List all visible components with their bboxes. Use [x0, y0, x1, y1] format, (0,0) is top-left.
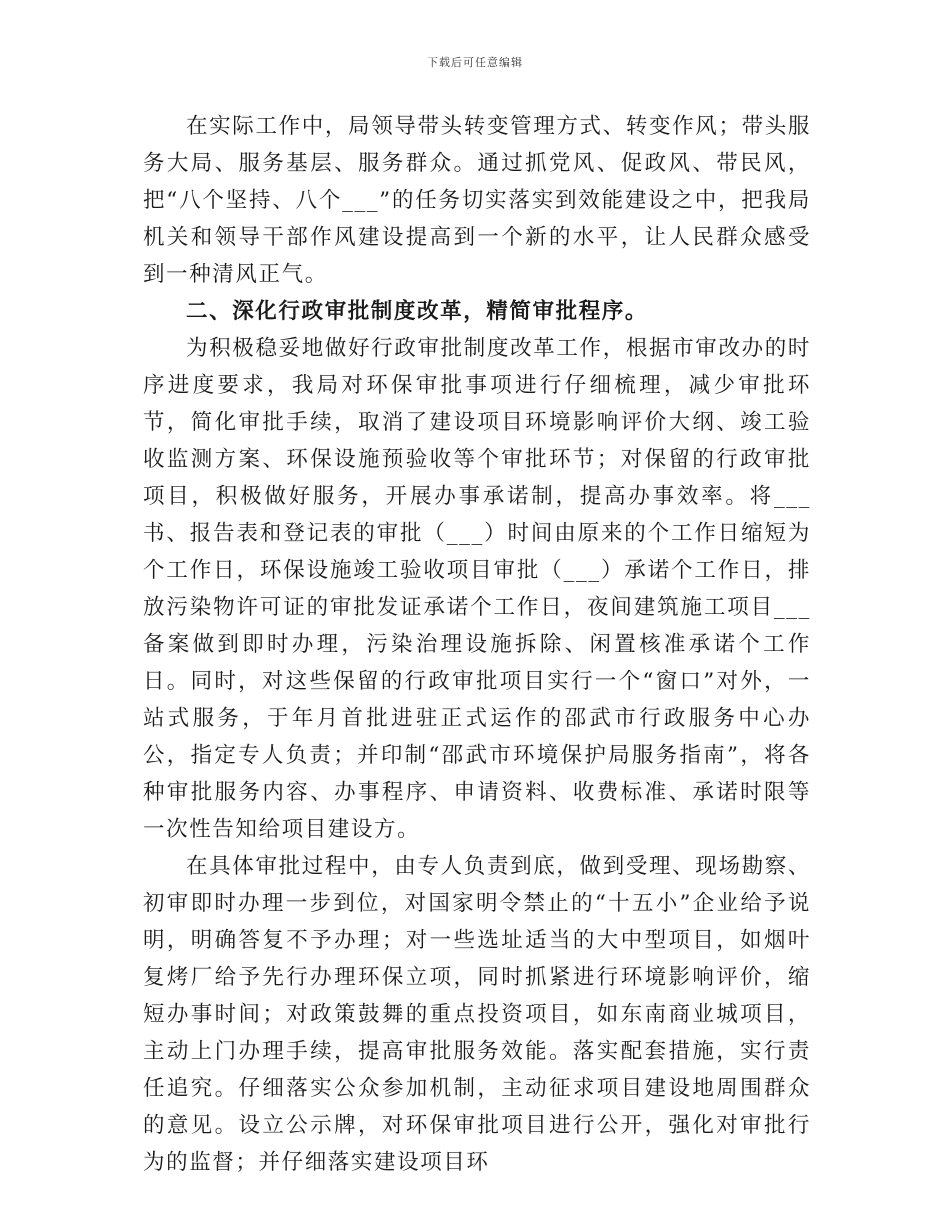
page-header: 下载后可任意编辑 [427, 56, 523, 69]
document-body [143, 108, 811, 1181]
paragraph-approval-reform: 为积极稳妥地做好行政审批制度改革工作，根据市审改办的时序进度要求，我局对环保审批事项进行仔细梳理，减少审批环节，简化审批手续，取消了建设项目环境影响评价大纲、竣工验收监测方案、环保设施预验收等个审批环节；对保留的行政审批项目，积极做好服务，开展办事承诺制，提高办事效率。将___书、报告表和登记表的审批（___）时间由原来的个工作日缩短为个工作日，环保设施竣工验收项目审批（___）承诺个工作日，排放污染物许可证的审批发证承诺个工作日，夜间建筑施工项目___备案做到即时办理，污染治理设施拆除、闲置核准承诺个工作日。同时，对这些保留的行政审批项目实行一个“窗口”对外，一站式服务，于年月首批进驻正式运作的邵武市行政服务中心办公，指定专人负责；并印制“邵武市环境保护局服务指南”，将各种审批服务内容、办事程序、申请资料、收费标准、承诺时限等一次性告知给项目建设方。 [143, 336, 811, 842]
paragraph-work-style: 在实际工作中，局领导带头转变管理方式、转变作风；带头服务大局、服务基层、服务群众。通过抓党风、促政风、带民风，把“八个坚持、八个___”的任务切实落实到效能建设之中，把我局机关和领导干部作风建设提高到一个新的水平，让人民群众感受到一种清风正气。 [143, 114, 811, 287]
section-heading-approval-reform: 二、深化行政审批制度改革，精简审批程序。 [186, 299, 649, 324]
paragraph-approval-process: 在具体审批过程中，由专人负责到底，做到受理、现场勘察、初审即时办理一步到位，对国家明令禁止的“十五小”企业给予说明，明确答复不予办理；对一些选址适当的大中型项目，如烟叶复烤厂给予先行办理环保立项，同时抓紧进行环境影响评价，缩短办事时间；对政策鼓舞的重点投资项目，如东南商业城项目，主动上门办理手续，提高审批服务效能。落实配套措施，实行责任追究。仔细落实公众参加机制，主动征求项目建设地周围群众的意见。设立公示牌，对环保审批项目进行公开，强化对审批行为的监督；并仔细落实建设项目环 [143, 854, 811, 1175]
